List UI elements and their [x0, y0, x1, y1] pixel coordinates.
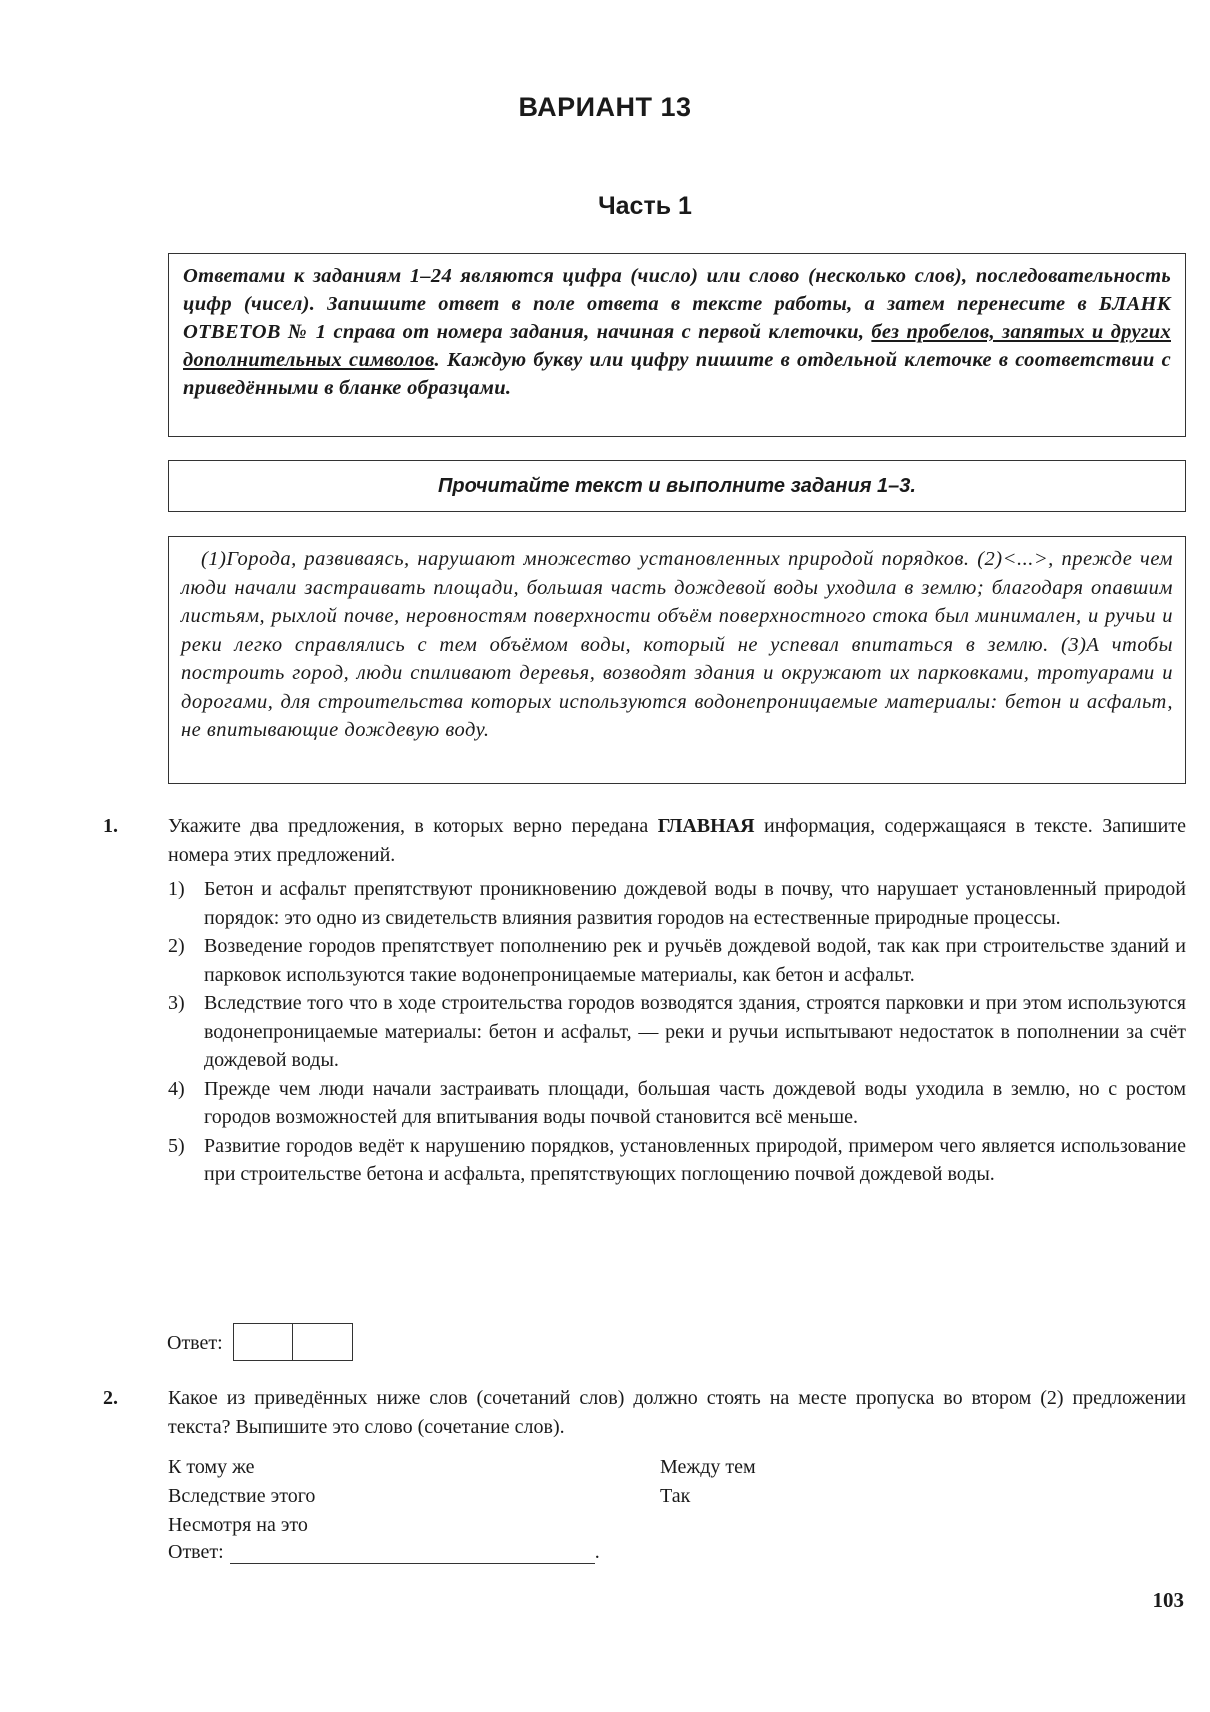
task-2-number: 2. [103, 1387, 118, 1409]
task-1-option [168, 1132, 1186, 1189]
word-option: Вследствие этого [168, 1485, 316, 1507]
task-1-number: 1. [103, 815, 118, 837]
instructions-text-post: . Каждую букву или цифру пишите в отдельной клеточке в соответствии с приведёнными в бланке образцами. [183, 349, 1171, 399]
task-2-answer-row [168, 1541, 600, 1564]
task-1 [103, 812, 1186, 1189]
task-1-question-pre: Укажите два предложения, в которых верно передана [168, 815, 658, 837]
task-1-answer-cells [233, 1323, 353, 1361]
task-1-option [168, 989, 1186, 1075]
part-title: Часть 1 [598, 192, 692, 220]
word-column-2 [660, 1453, 756, 1511]
task-1-option [168, 932, 1186, 989]
task-1-question [168, 812, 1186, 869]
option-number: 1) [168, 878, 185, 900]
option-number: 2) [168, 935, 185, 957]
instructions-box [168, 253, 1186, 437]
read-prompt: Прочитайте текст и выполните задания 1–3. [438, 474, 916, 497]
task-2-answer-end: . [594, 1541, 600, 1563]
task-2-answer-label: Ответ: [168, 1541, 224, 1563]
option-number: 5) [168, 1134, 185, 1157]
option-number: 4) [168, 1077, 185, 1100]
option-text: Вследствие того что в ходе строительства городов возводятся здания, строятся парковки и при этом используются водонепроницаемые материалы: бетон и асфальт, — реки и ручьи испытывают недостаток в пополнении за счёт дождевой воды. [204, 992, 1186, 1071]
task-1-question-post: информация, содержащаяся в тексте. Запишите номера этих предложений. [168, 815, 1187, 866]
option-text: Развитие городов ведёт к нарушению порядков, установленных природой, примером чего является использование при строительстве бетона и асфальта, препятствующих поглощению почвой дождевой воды. [204, 1134, 1186, 1185]
variant-title: ВАРИАНТ 13 [518, 92, 692, 122]
option-text: Прежде чем люди начали застраивать площади, большая часть дождевой воды уходила в землю, но с ростом городов возможностей для впитывания воды почвой становится всё меньше. [204, 1077, 1186, 1128]
task-1-answer-label: Ответ: [167, 1332, 223, 1354]
instructions-underlined: без пробелов, запятых и других дополнительных символов [183, 321, 1171, 371]
word-option: Несмотря на это [168, 1514, 308, 1536]
task-1-options [168, 875, 1186, 1189]
option-text: Бетон и асфальт препятствуют проникновению дождевой воды в почву, что нарушает установленный природой порядок: это одно из свидетельств влияния развития городов на естественные природные процессы. [204, 878, 1186, 929]
task-2-question: Какое из приведённых ниже слов (сочетаний слов) должно стоять на месте пропуска во втором (2) предложении текста? Выпишите это слово (сочетание слов). [168, 1387, 1186, 1438]
word-column-1 [168, 1453, 315, 1540]
task-1-option [168, 875, 1186, 932]
source-text: (1)Города, развиваясь, нарушают множество установленных природой порядков. (2)<...>, прежде чем люди начали застраивать площади, большая часть дождевой воды уходила в землю; благодаря опавшим листьям, рыхлой почве, неровностям поверхности объём поверхностного стока был минимален, и ручьи и реки легко справлялись с тем объёмом воды, который не успевал впитаться в землю. (3)А чтобы построить город, люди спиливают деревья, возводят здания и окружают их парковками, тротуарами и дорогами, для строительства которых используются водонепроницаемые материалы: бетон и асфальт, не впитывающие дождевую воду. [181, 548, 1173, 741]
option-number: 3) [168, 992, 185, 1014]
option-text: Возведение городов препятствует пополнению рек и ручьёв дождевой водой, так как при строительстве зданий и парковок используются такие водонепроницаемые материалы, как бетон и асфальт. [204, 935, 1186, 986]
word-option: Между тем [660, 1456, 756, 1478]
task-2-answer-line[interactable] [230, 1541, 595, 1564]
answer-cell[interactable] [233, 1323, 293, 1361]
read-prompt-box [168, 460, 1186, 512]
page-number: 103 [1152, 1588, 1184, 1612]
instructions-text-pre: Ответами к заданиям 1–24 являются цифра (число) или слово (несколько слов), последовательность цифр (чисел). Запишите ответ в поле ответа в тексте работы, а затем перенесите в БЛАНК ОТВЕТОВ № 1 справа от номера задания, начиная с первой клеточки, [183, 265, 1171, 343]
source-text-box [168, 536, 1186, 784]
task-2 [103, 1384, 1186, 1441]
answer-cell[interactable] [293, 1323, 353, 1361]
task-1-answer-row [167, 1323, 353, 1355]
word-option: Так [660, 1485, 691, 1507]
task-1-option [168, 1075, 1186, 1132]
task-1-question-bold: ГЛАВНАЯ [657, 815, 755, 837]
word-option: К тому же [168, 1456, 255, 1478]
